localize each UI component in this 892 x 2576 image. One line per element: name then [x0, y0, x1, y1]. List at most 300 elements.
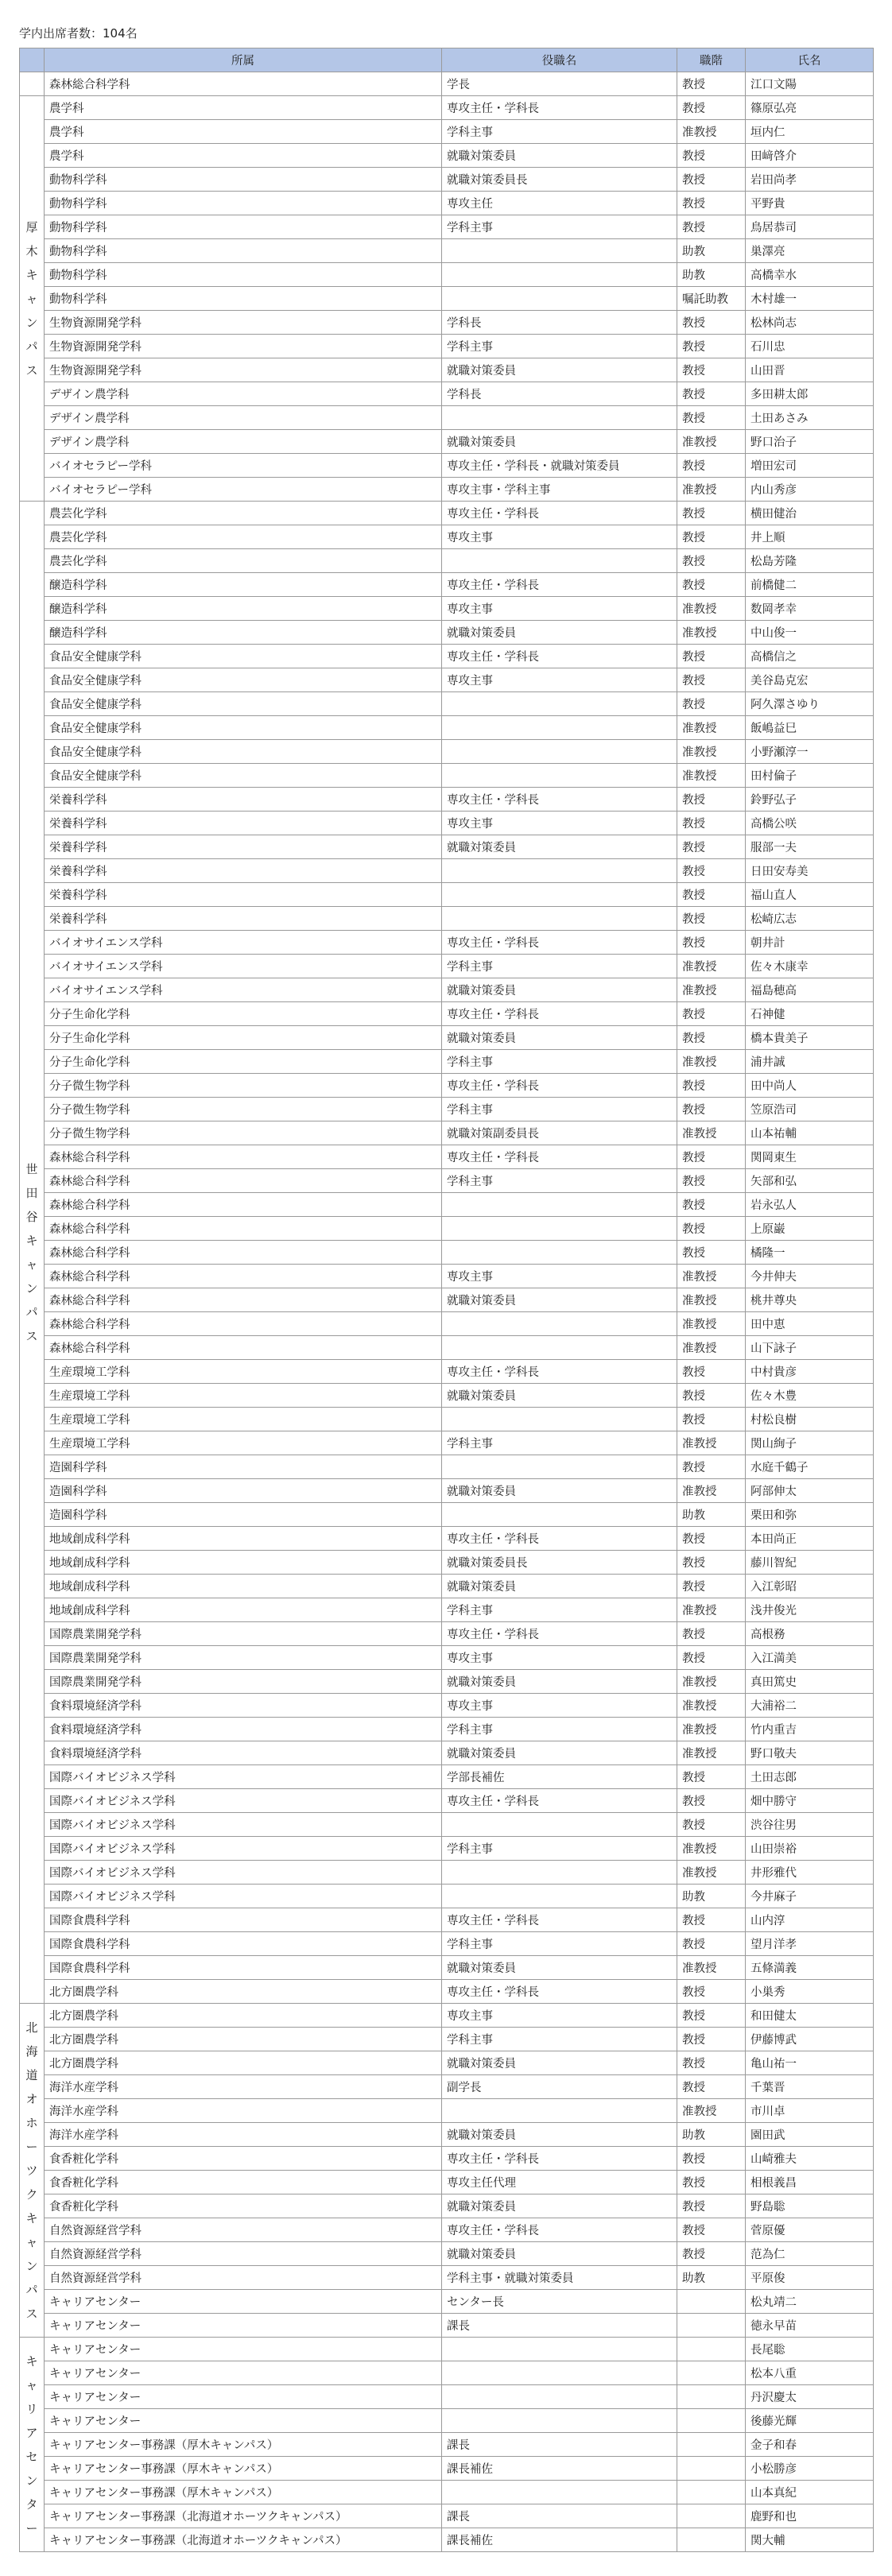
table-row: [20, 1861, 874, 1885]
name-cell: 内山秀彦: [746, 478, 874, 502]
table-row: [20, 1908, 874, 1932]
role-cell: 学科主事: [442, 2028, 677, 2051]
rank-cell: 教授: [677, 1074, 746, 1098]
name-cell: 山田晋: [746, 358, 874, 382]
role-cell: [442, 883, 677, 907]
role-cell: [442, 2385, 677, 2409]
department-cell: 食品安全健康学科: [45, 716, 442, 740]
role-cell: 就職対策委員: [442, 2194, 677, 2218]
rank-cell: 教授: [677, 1169, 746, 1193]
department-cell: 海洋水産学科: [45, 2123, 442, 2147]
department-cell: 国際食農科学科: [45, 1932, 442, 1956]
table-row: [20, 931, 874, 955]
department-cell: 動物科学科: [45, 168, 442, 192]
rank-cell: 教授: [677, 859, 746, 883]
department-cell: キャリアセンター事務課（厚木キャンパス）: [45, 2457, 442, 2481]
rank-cell: 教授: [677, 1980, 746, 2004]
name-cell: 松本八重: [746, 2361, 874, 2385]
department-cell: 北方圏農学科: [45, 2051, 442, 2075]
campus-group-label: 厚木キャンパス: [25, 219, 38, 378]
rank-cell: [677, 2433, 746, 2457]
department-cell: キャリアセンター事務課（北海道オホーツクキャンパス）: [45, 2504, 442, 2528]
table-row: [20, 907, 874, 931]
department-cell: 栄養科学科: [45, 883, 442, 907]
table-row: [20, 2528, 874, 2552]
rank-cell: 准教授: [677, 1718, 746, 1741]
department-cell: 生産環境工学科: [45, 1360, 442, 1384]
department-cell: 栄養科学科: [45, 788, 442, 812]
department-cell: デザイン農学科: [45, 406, 442, 430]
table-row: [20, 1169, 874, 1193]
table-row: [20, 2314, 874, 2338]
role-cell: [442, 2409, 677, 2433]
name-cell: 高橋信之: [746, 645, 874, 668]
department-cell: 生産環境工学科: [45, 1431, 442, 1455]
rank-cell: 教授: [677, 335, 746, 358]
role-cell: 専攻主事: [442, 525, 677, 549]
department-cell: バイオセラピー学科: [45, 478, 442, 502]
role-cell: [442, 1241, 677, 1265]
table-row: [20, 1265, 874, 1288]
table-row: [20, 1360, 874, 1384]
table-row: [20, 335, 874, 358]
role-cell: 専攻主任・学科長・就職対策委員: [442, 454, 677, 478]
table-row: [20, 1384, 874, 1408]
name-cell: 高橋幸水: [746, 263, 874, 287]
table-row: [20, 2290, 874, 2314]
department-cell: 動物科学科: [45, 287, 442, 311]
rank-cell: 准教授: [677, 764, 746, 788]
role-cell: 学科主事: [442, 1837, 677, 1861]
name-cell: 小野瀬淳一: [746, 740, 874, 764]
role-cell: [442, 1455, 677, 1479]
rank-cell: 教授: [677, 1145, 746, 1169]
role-cell: 学科主事: [442, 1169, 677, 1193]
department-cell: 造園科学科: [45, 1503, 442, 1527]
table-row: [20, 2028, 874, 2051]
table-row: [20, 978, 874, 1002]
name-cell: 市川卓: [746, 2099, 874, 2123]
rank-cell: 教授: [677, 573, 746, 597]
name-cell: 長尾聡: [746, 2338, 874, 2361]
table-row: [20, 144, 874, 168]
rank-cell: [677, 2481, 746, 2504]
name-cell: 数岡孝幸: [746, 597, 874, 621]
name-cell: 井上順: [746, 525, 874, 549]
rank-cell: 准教授: [677, 740, 746, 764]
department-cell: キャリアセンター: [45, 2385, 442, 2409]
rank-cell: 助教: [677, 2266, 746, 2290]
rank-cell: 嘱託助教: [677, 287, 746, 311]
name-cell: 橘隆一: [746, 1241, 874, 1265]
name-cell: 鳥居恭司: [746, 215, 874, 239]
rank-cell: [677, 2361, 746, 2385]
name-cell: 垣内仁: [746, 120, 874, 144]
role-cell: 就職対策委員長: [442, 1551, 677, 1575]
role-cell: 就職対策委員: [442, 144, 677, 168]
name-cell: 阿部伸太: [746, 1479, 874, 1503]
department-cell: 森林総合科学科: [45, 1336, 442, 1360]
role-cell: [442, 287, 677, 311]
table-row: [20, 502, 874, 525]
role-cell: 就職対策委員: [442, 1956, 677, 1980]
name-cell: 増田宏司: [746, 454, 874, 478]
name-cell: 佐々木豊: [746, 1384, 874, 1408]
department-cell: 森林総合科学科: [45, 1288, 442, 1312]
role-cell: 専攻主任: [442, 192, 677, 215]
rank-cell: 教授: [677, 2242, 746, 2266]
department-cell: 分子生命化学科: [45, 1002, 442, 1026]
rank-cell: 教授: [677, 692, 746, 716]
table-row: [20, 72, 874, 96]
name-cell: 阿久澤さゆり: [746, 692, 874, 716]
name-cell: 栗田和弥: [746, 1503, 874, 1527]
rank-cell: 教授: [677, 1193, 746, 1217]
rank-cell: 准教授: [677, 1956, 746, 1980]
rank-cell: 教授: [677, 2004, 746, 2028]
department-cell: 森林総合科学科: [45, 1193, 442, 1217]
name-cell: 山田崇裕: [746, 1837, 874, 1861]
department-cell: 国際バイオビジネス学科: [45, 1765, 442, 1789]
table-row: [20, 2075, 874, 2099]
name-cell: 鈴野弘子: [746, 788, 874, 812]
role-cell: 専攻主事: [442, 668, 677, 692]
role-cell: 専攻主事: [442, 1646, 677, 1670]
rank-cell: 教授: [677, 1575, 746, 1598]
department-cell: 食料環境経済学科: [45, 1741, 442, 1765]
name-cell: 土田あさみ: [746, 406, 874, 430]
role-cell: 学科長: [442, 382, 677, 406]
table-row: [20, 1551, 874, 1575]
table-row: [20, 835, 874, 859]
department-cell: 分子生命化学科: [45, 1050, 442, 1074]
department-cell: 森林総合科学科: [45, 1169, 442, 1193]
name-cell: 高根務: [746, 1622, 874, 1646]
table-row: [20, 2385, 874, 2409]
role-cell: [442, 740, 677, 764]
department-cell: キャリアセンター: [45, 2314, 442, 2338]
rank-cell: [677, 2504, 746, 2528]
role-cell: 専攻主任・学科長: [442, 788, 677, 812]
role-cell: [442, 263, 677, 287]
role-cell: 専攻主任代理: [442, 2171, 677, 2194]
department-cell: キャリアセンター: [45, 2338, 442, 2361]
role-cell: 学科長: [442, 311, 677, 335]
rank-cell: 教授: [677, 2051, 746, 2075]
name-cell: 大浦裕二: [746, 1694, 874, 1718]
campus-group-cell: [20, 72, 45, 96]
name-cell: 笠原浩司: [746, 1098, 874, 1121]
rank-cell: 教授: [677, 1908, 746, 1932]
table-row: [20, 2194, 874, 2218]
department-cell: 醸造科学科: [45, 621, 442, 645]
department-cell: 地域創成科学科: [45, 1598, 442, 1622]
name-cell: 巣澤亮: [746, 239, 874, 263]
name-cell: 江口文陽: [746, 72, 874, 96]
table-row: [20, 1098, 874, 1121]
role-cell: 専攻主任・学科長: [442, 645, 677, 668]
name-cell: 松丸靖二: [746, 2290, 874, 2314]
name-cell: 藤川智紀: [746, 1551, 874, 1575]
table-row: [20, 1431, 874, 1455]
role-cell: [442, 2361, 677, 2385]
rank-cell: 教授: [677, 1622, 746, 1646]
rank-cell: 准教授: [677, 1837, 746, 1861]
department-cell: 国際食農科学科: [45, 1908, 442, 1932]
rank-cell: 教授: [677, 168, 746, 192]
role-cell: [442, 764, 677, 788]
name-cell: 桃井尊央: [746, 1288, 874, 1312]
department-cell: 国際バイオビジネス学科: [45, 1885, 442, 1908]
name-cell: 相根義昌: [746, 2171, 874, 2194]
name-cell: 佐々木康幸: [746, 955, 874, 978]
name-cell: 小松勝彦: [746, 2457, 874, 2481]
rank-cell: 教授: [677, 192, 746, 215]
table-row: [20, 406, 874, 430]
table-row: [20, 2266, 874, 2290]
role-cell: 学科主事: [442, 1932, 677, 1956]
role-cell: [442, 1813, 677, 1837]
name-cell: 山本祐輔: [746, 1121, 874, 1145]
rank-cell: 准教授: [677, 1312, 746, 1336]
name-cell: 徳永早苗: [746, 2314, 874, 2338]
department-cell: 生産環境工学科: [45, 1384, 442, 1408]
role-cell: [442, 1885, 677, 1908]
rank-cell: [677, 2314, 746, 2338]
table-row: [20, 621, 874, 645]
table-row: [20, 2457, 874, 2481]
department-cell: 森林総合科学科: [45, 1217, 442, 1241]
name-cell: 浅井俊光: [746, 1598, 874, 1622]
name-cell: 千葉晋: [746, 2075, 874, 2099]
department-cell: 食料環境経済学科: [45, 1718, 442, 1741]
role-cell: [442, 1861, 677, 1885]
department-cell: バイオセラピー学科: [45, 454, 442, 478]
role-cell: 就職対策委員: [442, 2123, 677, 2147]
name-cell: 竹内重吉: [746, 1718, 874, 1741]
name-cell: 平原俊: [746, 2266, 874, 2290]
department-column-header: 所属: [45, 48, 442, 72]
name-cell: 中山俊一: [746, 621, 874, 645]
rank-cell: 准教授: [677, 955, 746, 978]
department-cell: 国際バイオビジネス学科: [45, 1861, 442, 1885]
rank-cell: 教授: [677, 931, 746, 955]
department-cell: 食料環境経済学科: [45, 1694, 442, 1718]
rank-cell: 准教授: [677, 2099, 746, 2123]
name-cell: 福山直人: [746, 883, 874, 907]
table-row: [20, 1670, 874, 1694]
table-row: [20, 549, 874, 573]
table-row: [20, 96, 874, 120]
rank-cell: [677, 2457, 746, 2481]
department-cell: バイオサイエンス学科: [45, 955, 442, 978]
rank-cell: 准教授: [677, 1288, 746, 1312]
rank-cell: 教授: [677, 215, 746, 239]
rank-column-header: 職階: [677, 48, 746, 72]
name-cell: 本田尚正: [746, 1527, 874, 1551]
department-cell: 海洋水産学科: [45, 2099, 442, 2123]
role-cell: 専攻主事・学科主事: [442, 478, 677, 502]
rank-cell: 教授: [677, 311, 746, 335]
role-cell: 就職対策委員: [442, 430, 677, 454]
department-cell: 北方圏農学科: [45, 2028, 442, 2051]
role-cell: 課長: [442, 2504, 677, 2528]
table-row: [20, 740, 874, 764]
table-row: [20, 2171, 874, 2194]
table-row: [20, 2099, 874, 2123]
role-cell: [442, 239, 677, 263]
role-cell: 専攻主任・学科長: [442, 1789, 677, 1813]
table-row: [20, 1837, 874, 1861]
name-cell: 野島聡: [746, 2194, 874, 2218]
name-cell: 平野貴: [746, 192, 874, 215]
department-cell: キャリアセンター: [45, 2361, 442, 2385]
role-cell: 課長: [442, 2433, 677, 2457]
table-row: [20, 764, 874, 788]
rank-cell: 准教授: [677, 1694, 746, 1718]
role-cell: センター長: [442, 2290, 677, 2314]
table-row: [20, 2433, 874, 2457]
role-cell: [442, 859, 677, 883]
rank-cell: 教授: [677, 1384, 746, 1408]
table-row: [20, 1503, 874, 1527]
role-cell: [442, 1336, 677, 1360]
role-cell: 専攻主事: [442, 1265, 677, 1288]
name-cell: 丹沢慶太: [746, 2385, 874, 2409]
rank-cell: 准教授: [677, 1861, 746, 1885]
role-cell: [442, 1503, 677, 1527]
role-cell: 就職対策委員: [442, 621, 677, 645]
role-cell: 専攻主任・学科長: [442, 2147, 677, 2171]
rank-cell: 准教授: [677, 1741, 746, 1765]
role-cell: 専攻主任・学科長: [442, 1527, 677, 1551]
department-cell: 国際食農科学科: [45, 1956, 442, 1980]
name-cell: 田﨑啓介: [746, 144, 874, 168]
table-row: [20, 2338, 874, 2361]
rank-cell: 教授: [677, 2218, 746, 2242]
role-cell: 専攻主任・学科長: [442, 1622, 677, 1646]
rank-cell: 准教授: [677, 621, 746, 645]
role-cell: 就職対策委員: [442, 2051, 677, 2075]
department-cell: 醸造科学科: [45, 597, 442, 621]
rank-cell: 教授: [677, 788, 746, 812]
name-cell: 木村雄一: [746, 287, 874, 311]
name-cell: 真田篤史: [746, 1670, 874, 1694]
campus-group-cell: [20, 502, 45, 2004]
name-cell: 田中恵: [746, 1312, 874, 1336]
attendee-table-body: [20, 72, 874, 2552]
name-cell: 望月洋孝: [746, 1932, 874, 1956]
name-cell: 横田健治: [746, 502, 874, 525]
table-row: [20, 668, 874, 692]
role-cell: 専攻主事: [442, 2004, 677, 2028]
rank-cell: 准教授: [677, 978, 746, 1002]
name-cell: 服部一夫: [746, 835, 874, 859]
table-row: [20, 1694, 874, 1718]
name-cell: 関山絢子: [746, 1431, 874, 1455]
table-row: [20, 692, 874, 716]
name-cell: 野口治子: [746, 430, 874, 454]
department-cell: 栄養科学科: [45, 812, 442, 835]
name-cell: 范為仁: [746, 2242, 874, 2266]
role-cell: 学科主事: [442, 1431, 677, 1455]
rank-cell: 教授: [677, 2194, 746, 2218]
table-row: [20, 1741, 874, 1765]
rank-cell: 教授: [677, 1646, 746, 1670]
table-row: [20, 2361, 874, 2385]
department-cell: 栄養科学科: [45, 907, 442, 931]
name-cell: 中村貴彦: [746, 1360, 874, 1384]
campus-group-label: 北海道オホーツクキャンパス: [25, 2020, 38, 2321]
name-cell: 浦井誠: [746, 1050, 874, 1074]
role-cell: 学科主事: [442, 120, 677, 144]
role-cell: [442, 907, 677, 931]
name-cell: 菅原優: [746, 2218, 874, 2242]
role-cell: 就職対策委員: [442, 1670, 677, 1694]
role-cell: 学科主事: [442, 1050, 677, 1074]
department-cell: デザイン農学科: [45, 382, 442, 406]
table-row: [20, 1885, 874, 1908]
role-cell: 専攻主任・学科長: [442, 573, 677, 597]
table-row: [20, 1575, 874, 1598]
name-cell: 松島芳隆: [746, 549, 874, 573]
table-row: [20, 1622, 874, 1646]
department-cell: 分子微生物学科: [45, 1074, 442, 1098]
rank-cell: 准教授: [677, 597, 746, 621]
role-cell: 就職対策副委員長: [442, 1121, 677, 1145]
campus-group-cell: [20, 2338, 45, 2552]
table-row: [20, 478, 874, 502]
table-row: [20, 2409, 874, 2433]
role-cell: 専攻主任・学科長: [442, 1002, 677, 1026]
rank-cell: 教授: [677, 668, 746, 692]
department-cell: 分子微生物学科: [45, 1121, 442, 1145]
table-row: [20, 1980, 874, 2004]
rank-cell: 准教授: [677, 1670, 746, 1694]
name-cell: 小巣秀: [746, 1980, 874, 2004]
table-row: [20, 1718, 874, 1741]
rank-cell: 教授: [677, 1026, 746, 1050]
attendee-count-caption: 学内出席者数：104名: [19, 26, 138, 41]
table-row: [20, 1408, 874, 1431]
table-row: [20, 1121, 874, 1145]
department-cell: 国際バイオビジネス学科: [45, 1837, 442, 1861]
rank-cell: 准教授: [677, 1598, 746, 1622]
role-cell: 専攻主任・学科長: [442, 1980, 677, 2004]
rank-cell: 教授: [677, 645, 746, 668]
role-cell: [442, 2338, 677, 2361]
name-cell: 後藤光輝: [746, 2409, 874, 2433]
rank-cell: 教授: [677, 1551, 746, 1575]
department-cell: 地域創成科学科: [45, 1575, 442, 1598]
table-row: [20, 2218, 874, 2242]
rank-cell: [677, 2528, 746, 2552]
department-cell: 自然資源経営学科: [45, 2242, 442, 2266]
rank-cell: 教授: [677, 2147, 746, 2171]
role-cell: 専攻主任・学科長: [442, 1908, 677, 1932]
name-cell: 松林尚志: [746, 311, 874, 335]
department-cell: 自然資源経営学科: [45, 2218, 442, 2242]
table-row: [20, 1598, 874, 1622]
department-cell: 食香粧化学科: [45, 2147, 442, 2171]
role-cell: 就職対策委員: [442, 1575, 677, 1598]
role-cell: 学部長補佐: [442, 1765, 677, 1789]
department-cell: 森林総合科学科: [45, 72, 442, 96]
table-row: [20, 1050, 874, 1074]
role-cell: 専攻主事: [442, 812, 677, 835]
name-cell: 福島穂高: [746, 978, 874, 1002]
department-cell: 生物資源開発学科: [45, 311, 442, 335]
